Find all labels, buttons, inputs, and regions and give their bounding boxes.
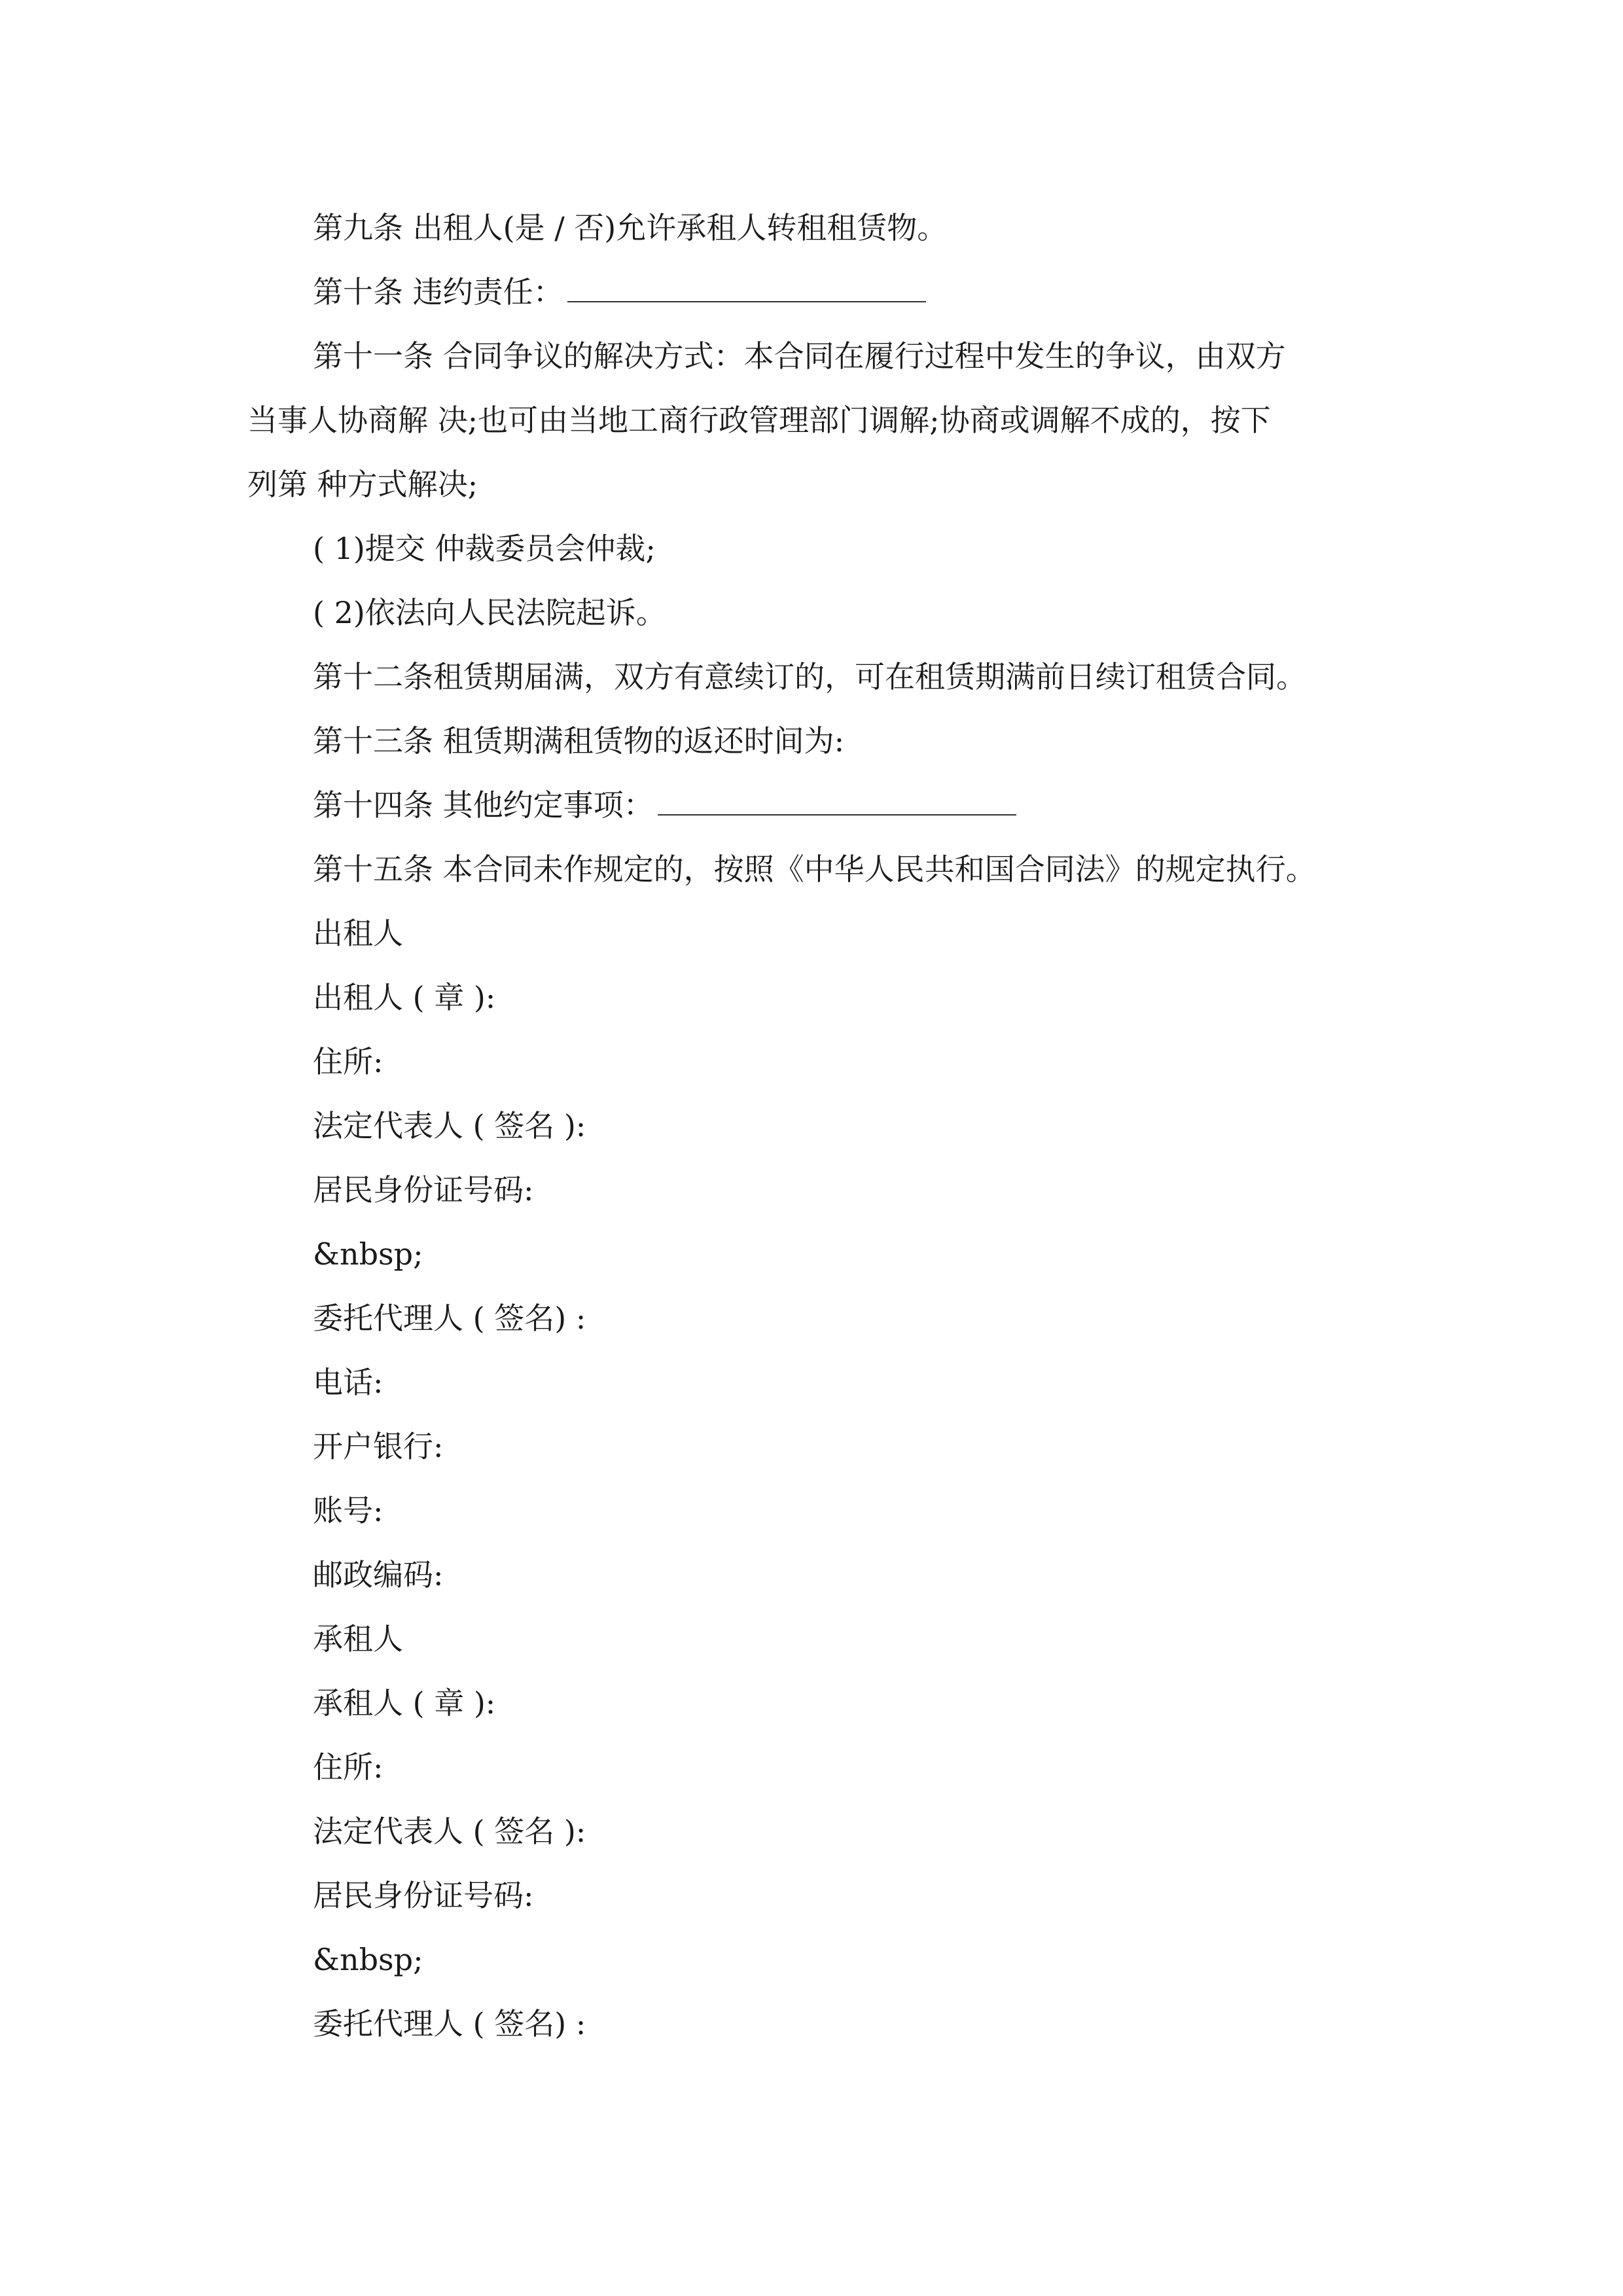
clause-14 [313,785,1016,825]
lessor-bank: 开户银行: [313,1429,444,1464]
lessee-heading: 承租人 [313,1621,403,1657]
lessee-legal-rep: 法定代表人 ( 签名 ): [313,1814,586,1849]
clause-14-blank [658,791,1016,816]
lessee-nbsp-literal: &nbsp; [313,1942,423,1977]
clause-14-text: 第十四条 其他约定事项： [313,787,654,823]
clause-11-line-2: 当事人协商解 决;也可由当地工商行政管理部门调解;协商或调解不成的，按下 [247,403,1271,438]
clause-12: 第十二条租赁期届满，双方有意续订的，可在租赁期满前日续订租赁合同。 [313,659,1306,694]
lessor-postcode: 邮政编码: [313,1557,444,1592]
clause-11-line-3: 列第 种方式解决; [247,467,478,502]
lessor-phone: 电话: [313,1365,383,1400]
clause-11-line-1: 第十一条 合同争议的解决方式：本合同在履行过程中发生的争议，由双方 [313,338,1286,374]
lessor-id-number: 居民身份证号码: [313,1172,534,1208]
lessor-seal: 出租人 ( 章 ): [313,980,496,1015]
lessor-agent: 委托代理人 ( 签名) : [313,1300,586,1336]
lessor-nbsp-literal: &nbsp; [313,1236,423,1272]
lessee-agent: 委托代理人 ( 签名) : [313,2006,586,2041]
clause-11-option-2: ( 2)依法向人民法院起诉。 [313,595,666,630]
clause-10-text: 第十条 违约责任： [313,274,563,310]
clause-9: 第九条 出租人(是 / 否)允许承租人转租租赁物。 [313,210,948,245]
clause-15: 第十五条 本合同未作规定的，按照《中华人民共和国合同法》的规定执行。 [313,852,1316,887]
lessor-heading: 出租人 [313,916,403,951]
clause-10 [313,272,926,312]
clause-11-option-1: ( 1)提交 仲裁委员会仲裁; [313,531,656,566]
lessor-account: 账号: [313,1493,383,1528]
lessee-id-number: 居民身份证号码: [313,1878,534,1913]
lessor-address: 住所: [313,1044,383,1079]
lessee-address: 住所: [313,1749,383,1785]
lessor-legal-rep: 法定代表人 ( 签名 ): [313,1108,586,1143]
lessee-seal: 承租人 ( 章 ): [313,1685,496,1721]
clause-10-blank [567,278,926,302]
clause-13: 第十三条 租赁期满租赁物的返还时间为: [313,723,845,759]
